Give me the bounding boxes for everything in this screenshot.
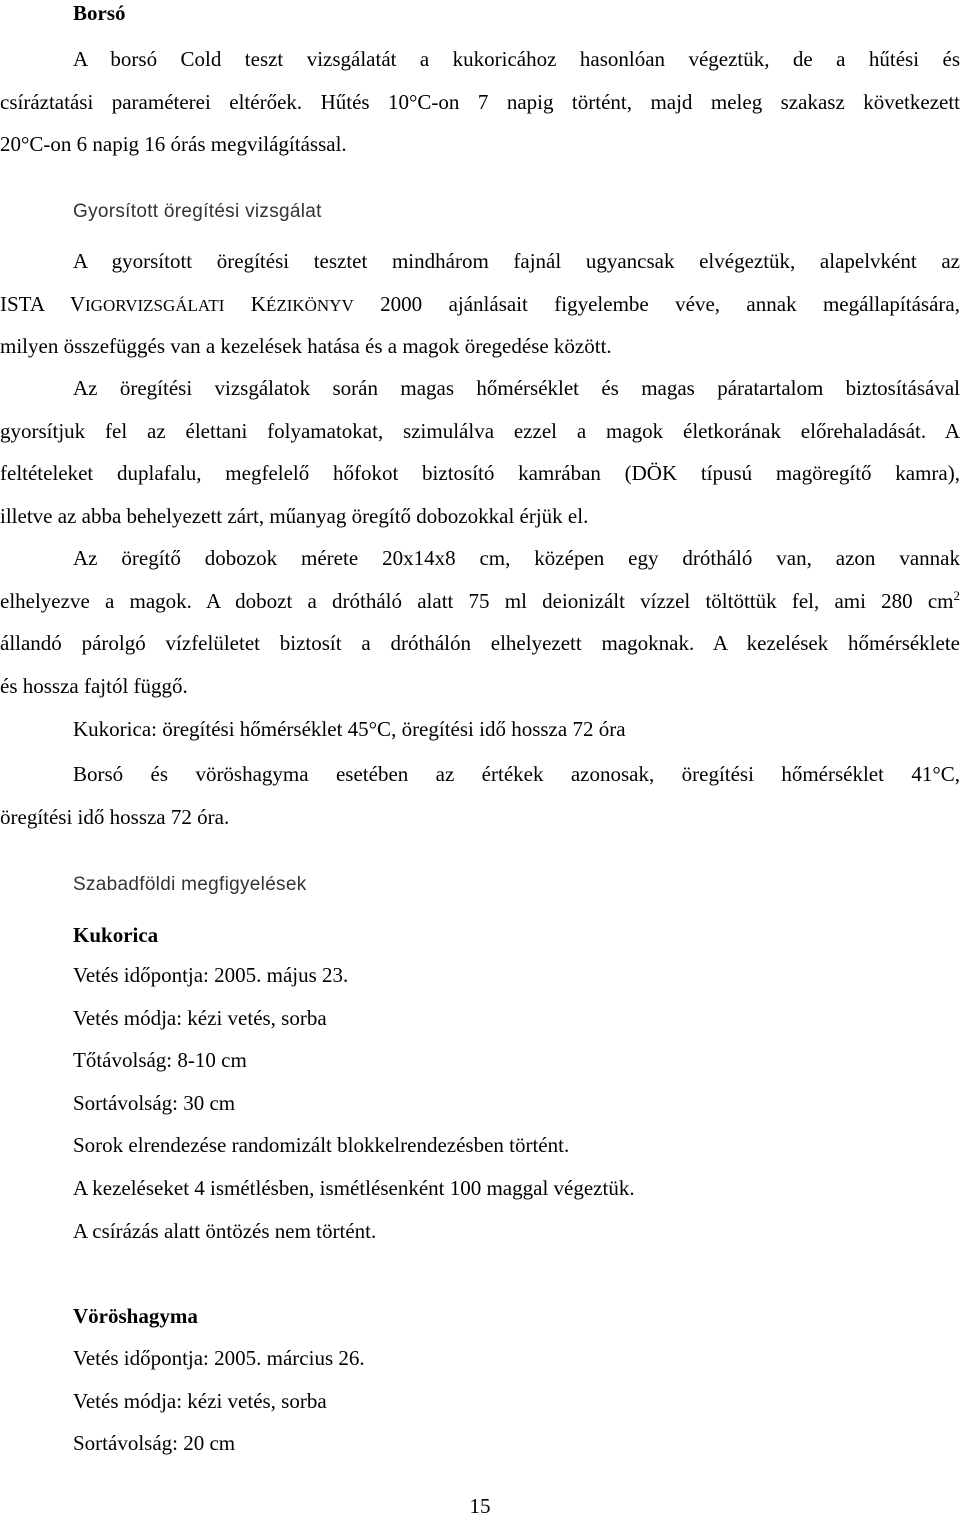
list-voroshagyma bbox=[0, 1337, 960, 1465]
text-line: A gyorsított öregítési tesztet mindhárom fajnál ugyancsak elvégeztük, alapelvként az bbox=[73, 249, 960, 273]
page-number: 15 bbox=[469, 1494, 491, 1518]
list-item: A kezeléseket 4 ismétlésben, ismétlésenként 100 maggal végeztük. bbox=[73, 1175, 635, 1200]
list-item: Vetés módja: kézi vetés, sorba bbox=[73, 1005, 327, 1030]
text-line: gyorsítjuk fel az élettani folyamatokat, szimulálva ezzel a magok életkorának előrehaladását. A bbox=[0, 418, 960, 443]
list-item: A csírázás alatt öntözés nem történt. bbox=[73, 1218, 377, 1243]
text-line: Az öregítő dobozok mérete 20x14x8 cm, középen egy drótháló van, azon vannak bbox=[73, 546, 960, 570]
paragraph-aging-boxes bbox=[0, 537, 960, 707]
list-item: Vetés módja: kézi vetés, sorba bbox=[73, 1388, 327, 1413]
text-line: csíráztatási paraméterei eltérőek. Hűtés 10°C-on 7 napig történt, majd meleg szakasz következett bbox=[0, 89, 960, 114]
subheading-aging: Gyorsított öregítési vizsgálat bbox=[73, 201, 322, 222]
text-line: 20°C-on 6 napig 16 órás megvilágítással. bbox=[0, 132, 347, 157]
text-line: öregítési idő hossza 72 óra. bbox=[0, 804, 230, 829]
paragraph-aging-intro bbox=[0, 240, 960, 368]
paragraph-aging-pea-onion bbox=[0, 753, 960, 838]
text-line: ISTA VIGORVIZSGÁLATI KÉZIKÖNYV 2000 ajánlásait figyelembe véve, annak megállapítására, bbox=[0, 291, 960, 316]
paragraph-borso bbox=[0, 38, 960, 166]
list-item: Sortávolság: 20 cm bbox=[73, 1431, 236, 1456]
subheading-field: Szabadföldi megfigyelések bbox=[73, 874, 307, 895]
paragraph-aging-conditions bbox=[0, 367, 960, 537]
heading-kukorica: Kukorica bbox=[73, 923, 159, 947]
text-line: milyen összefüggés van a kezelések hatása és a magok öregedése között. bbox=[0, 334, 612, 359]
text-line: feltételeket duplafalu, megfelelő hőfokot biztosító kamrában (DÖK típusú magöregítő kamra), bbox=[0, 461, 960, 486]
text-line: A borsó Cold teszt vizsgálatát a kukoricához hasonlóan végeztük, de a hűtési és bbox=[73, 47, 960, 71]
text-line: illetve az abba behelyezett zárt, műanyag öregítő dobozokkal érjük el. bbox=[0, 503, 589, 528]
text-line: elhelyezve a magok. A dobozt a drótháló alatt 75 ml deionizált vízzel töltöttük fel, ami 280 $cm^2$ bbox=[0, 587, 960, 613]
heading-voroshagyma: Vöröshagyma bbox=[73, 1304, 198, 1328]
paragraph-aging-corn: Kukorica: öregítési hőmérséklet 45°C, öregítési idő hossza 72 óra bbox=[73, 717, 626, 741]
list-item: Vetés időpontja: 2005. március 26. bbox=[73, 1346, 365, 1370]
list-item: Vetés időpontja: 2005. május 23. bbox=[73, 963, 349, 987]
heading-borso: Borsó bbox=[73, 1, 126, 25]
list-item: Sortávolság: 30 cm bbox=[73, 1090, 236, 1115]
list-kukorica bbox=[0, 954, 960, 1252]
text-line: Az öregítési vizsgálatok során magas hőmérséklet és magas páratartalom biztosításával bbox=[73, 376, 960, 400]
text-line: és hossza fajtól függő. bbox=[0, 673, 188, 698]
text-line: Borsó és vöröshagyma esetében az értékek azonosak, öregítési hőmérséklet 41°C, bbox=[73, 762, 960, 786]
list-item: Tőtávolság: 8-10 cm bbox=[73, 1048, 247, 1073]
list-item: Sorok elrendezése randomizált blokkelrendezésben történt. bbox=[73, 1133, 570, 1158]
text-line: állandó párolgó vízfelületet biztosít a dróthálón elhelyezett magoknak. A kezelések hőmérséklete bbox=[0, 631, 960, 656]
